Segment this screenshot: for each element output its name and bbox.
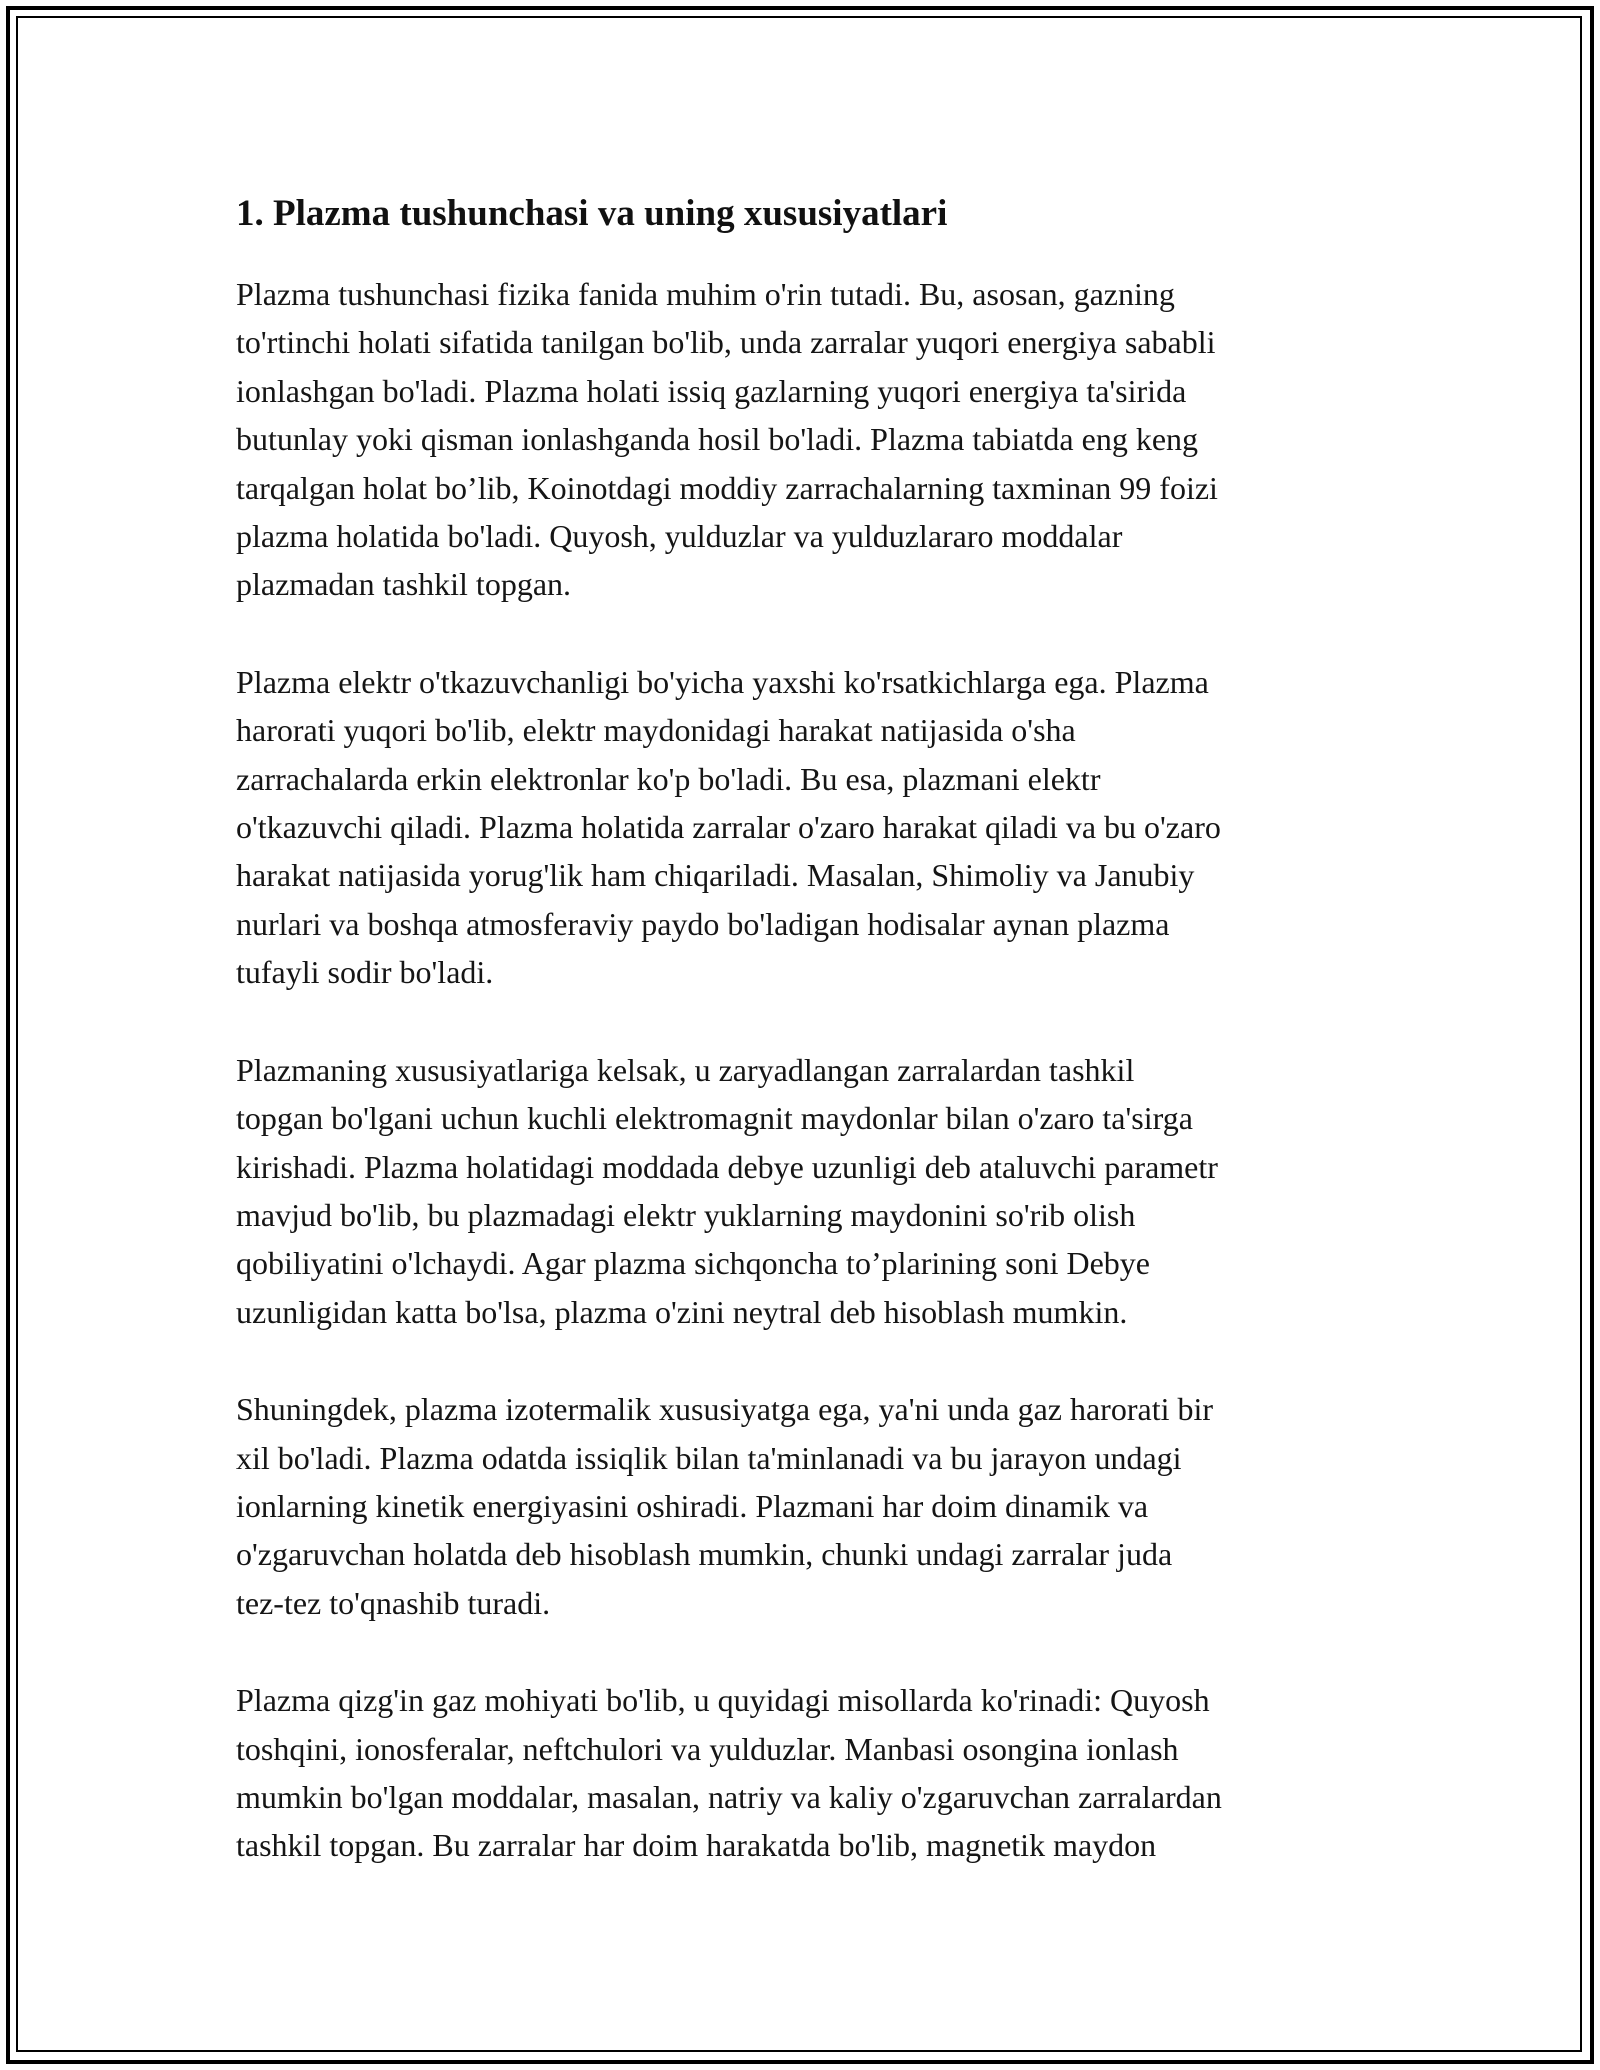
paragraph-2: Plazma elektr o'tkazuvchanligi bo'yicha yaxshi ko'rsatkichlarga ega. Plazma harorati yuqori bo'lib, elektr maydonidagi harakat natijasida o'sha zarrachalarda erkin elektronlar ko'p bo'ladi. Bu esa, plazmani elektr o'tkazuvchi qiladi. Plazma holatida zarralar o'zaro harakat qiladi va bu o'zaro harakat natijasida yorug'lik ham chiqariladi. Masalan, Shimoliy va Janubiy nurlari va boshqa atmosferaviy paydo bo'ladigan hodisalar aynan plazma tufayli sodir bo'ladi. <box>236 663 1221 991</box>
paragraph-4: Shuningdek, plazma izotermalik xususiyatga ega, ya'ni unda gaz harorati bir xil bo'ladi. Plazma odatda issiqlik bilan ta'minlanadi va bu jarayon undagi ionlarning kinetik energiyasini oshiradi. Plazmani har doim dinamik va o'zgaruvchan holatda deb hisoblash mumkin, chunki undagi zarralar juda tez-tez to'qnashib turadi. <box>236 1391 1214 1621</box>
paragraph-5: Plazma qizg'in gaz mohiyati bo'lib, u quyidagi misollarda ko'rinadi: Quyosh toshqini, ionosferalar, neftchulori va yulduzlar. Manbasi osongina ionlash mumkin bo'lgan moddalar, masalan, natriy va kaliy o'zgaruvchan zarralardan tashkil topgan. Bu zarralar har doim harakatda bo'lib, magnetik maydon <box>236 1682 1222 1864</box>
section-heading: 1. Plazma tushunchasi va uning xususiyatlari <box>236 193 948 234</box>
document-body <box>236 188 1386 1919</box>
paragraph-1: Plazma tushunchasi fizika fanida muhim o'rin tutadi. Bu, asosan, gazning to'rtinchi holati sifatida tanilgan bo'lib, unda zarralar yuqori energiya sababli ionlashgan bo'ladi. Plazma holati issiq gazlarning yuqori energiya ta'sirida butunlay yoki qisman ionlashganda hosil bo'ladi. Plazma tabiatda eng keng tarqalgan holat bo’lib, Koinotdagi moddiy zarrachalarning taxminan 99 foizi plazma holatida bo'ladi. Quyosh, yulduzlar va yulduzlararo moddalar plazmadan tashkil topgan. <box>236 276 1218 603</box>
paragraph-3: Plazmaning xususiyatlariga kelsak, u zaryadlangan zarralardan tashkil topgan bo'lgani uchun kuchli elektromagnit maydonlar bilan o'zaro ta'sirga kirishadi. Plazma holatidagi moddada debye uzunligi deb ataluvchi parametr mavjud bo'lib, bu plazmadagi elektr yuklarning maydonini so'rib olish qobiliyatini o'lchaydi. Agar plazma sichqoncha to’plarining soni Debye uzunligidan katta bo'lsa, plazma o'zini neytral deb hisoblash mumkin. <box>236 1051 1218 1330</box>
